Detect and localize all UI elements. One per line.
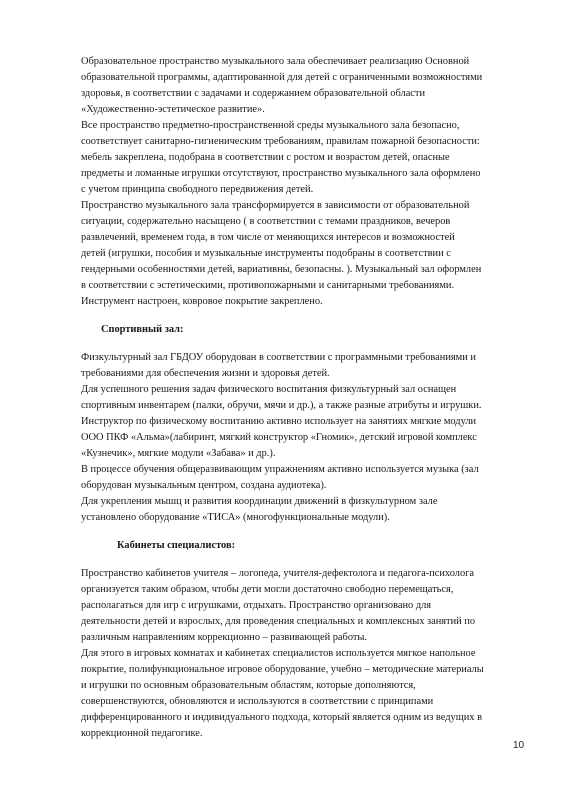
text-line: Инструктор по физическому воспитанию активно использует на занятиях мягкие модули xyxy=(81,416,477,427)
section-heading-specialist-rooms: Кабинеты специалистов: xyxy=(117,540,236,551)
text-line: располагаться для игр с игрушками, отдыхать. Пространство организовано для xyxy=(81,600,432,611)
text-line: Образовательное пространство музыкального зала обеспечивает реализацию Основной xyxy=(81,56,470,67)
section-heading-sports-hall: Спортивный зал: xyxy=(101,324,184,335)
text-line: В процессе обучения общеразвивающим упражнениям активно используется музыка (зал xyxy=(81,464,479,475)
text-line: Инструмент настроен, ковровое покрытие закреплено. xyxy=(81,296,323,307)
text-line: Для этого в игровых комнатах и кабинетах специалистов используется мягкое напольное xyxy=(81,648,476,659)
text-line: и игрушки по основным образовательным областям, которые дополняются, xyxy=(81,680,416,691)
document-body xyxy=(81,54,541,742)
text-line: коррекционной педагогике. xyxy=(81,728,203,739)
text-line: ООО ПКФ «Альма»(лабиринт, мягкий конструктор «Гномик», детский игровой комплекс xyxy=(81,432,477,443)
text-line: соответствует санитарно-гигиеническим требованиям, правилам пожарной безопасности: xyxy=(81,136,480,147)
text-line: спортивным инвентарем (палки, обручи, мячи и др.), а также разные атрибуты и игрушки. xyxy=(81,400,482,411)
text-line: покрытие, полифункциональное игровое оборудование, учебно – методические материалы xyxy=(81,664,484,675)
text-line: ситуации, содержательно насыщено ( в соответствии с темами праздников, вечеров xyxy=(81,216,451,227)
text-line: образовательной программы, адаптированной для детей с ограниченными возможностями xyxy=(81,72,483,83)
text-line: Для успешного решения задач физического воспитания физкультурный зал оснащен xyxy=(81,384,457,395)
text-line: установлено оборудование «ТИСА» (многофункциональные модули). xyxy=(81,512,390,523)
text-line: «Художественно-эстетическое развитие». xyxy=(81,104,265,115)
text-line: Для укрепления мышц и развития координации движений в физкультурном зале xyxy=(81,496,438,507)
text-line: совершенствуются, обновляются и используются в соответствии с принципами xyxy=(81,696,434,707)
text-line: требованиями для обеспечения жизни и здоровья детей. xyxy=(81,368,330,379)
text-line: развлечений, временем года, в том числе от меняющихся интересов и возможностей xyxy=(81,232,455,243)
text-line: гендерными особенностями детей, вариативны, безопасны. ). Музыкальный зал оформлен xyxy=(81,264,482,275)
paragraph-music-hall xyxy=(81,54,541,310)
paragraph-specialist-rooms xyxy=(81,566,541,742)
text-line: Пространство музыкального зала трансформируется в зависимости от образовательной xyxy=(81,200,470,211)
text-line: организуется таким образом, чтобы дети могли достаточно свободно перемещаться, xyxy=(81,584,454,595)
page-number: 10 xyxy=(513,740,525,751)
text-line: «Кузнечик», мягкие модули «Забава» и др.). xyxy=(81,448,276,459)
text-line: различным направлениям коррекционно – развивающей работы. xyxy=(81,632,367,643)
text-line: деятельности детей и взрослых, для проведения специальных и комплексных занятий по xyxy=(81,616,476,627)
text-line: дифференцированного и индивидуального подхода, который является одним из ведущих в xyxy=(81,712,482,723)
text-line: детей (игрушки, пособия и музыкальные инструменты подобраны в соответствии с xyxy=(81,248,451,259)
text-line: здоровья, в соответствии с задачами и содержанием образовательной области xyxy=(81,88,426,99)
text-line: в соответствии с эстетическими, противопожарными и санитарными требованиями. xyxy=(81,280,455,291)
text-line: Все пространство предметно-пространственной среды музыкального зала безопасно, xyxy=(81,120,460,131)
text-line: Пространство кабинетов учителя – логопеда, учителя-дефектолога и педагога-психолога xyxy=(81,568,475,579)
text-line: с учетом принципа свободного передвижения детей. xyxy=(81,184,314,195)
text-line: предметы и ломанные игрушки отсутствуют, пространство музыкального зала оформлено xyxy=(81,168,481,179)
text-line: Физкультурный зал ГБДОУ оборудован в соответствии с программными требованиями и xyxy=(81,352,476,363)
paragraph-sports-hall xyxy=(81,350,541,526)
text-line: мебель закреплена, подобрана в соответствии с ростом и возрастом детей, опасные xyxy=(81,152,450,163)
text-line: оборудован музыкальным центром, создана аудиотека). xyxy=(81,480,327,491)
